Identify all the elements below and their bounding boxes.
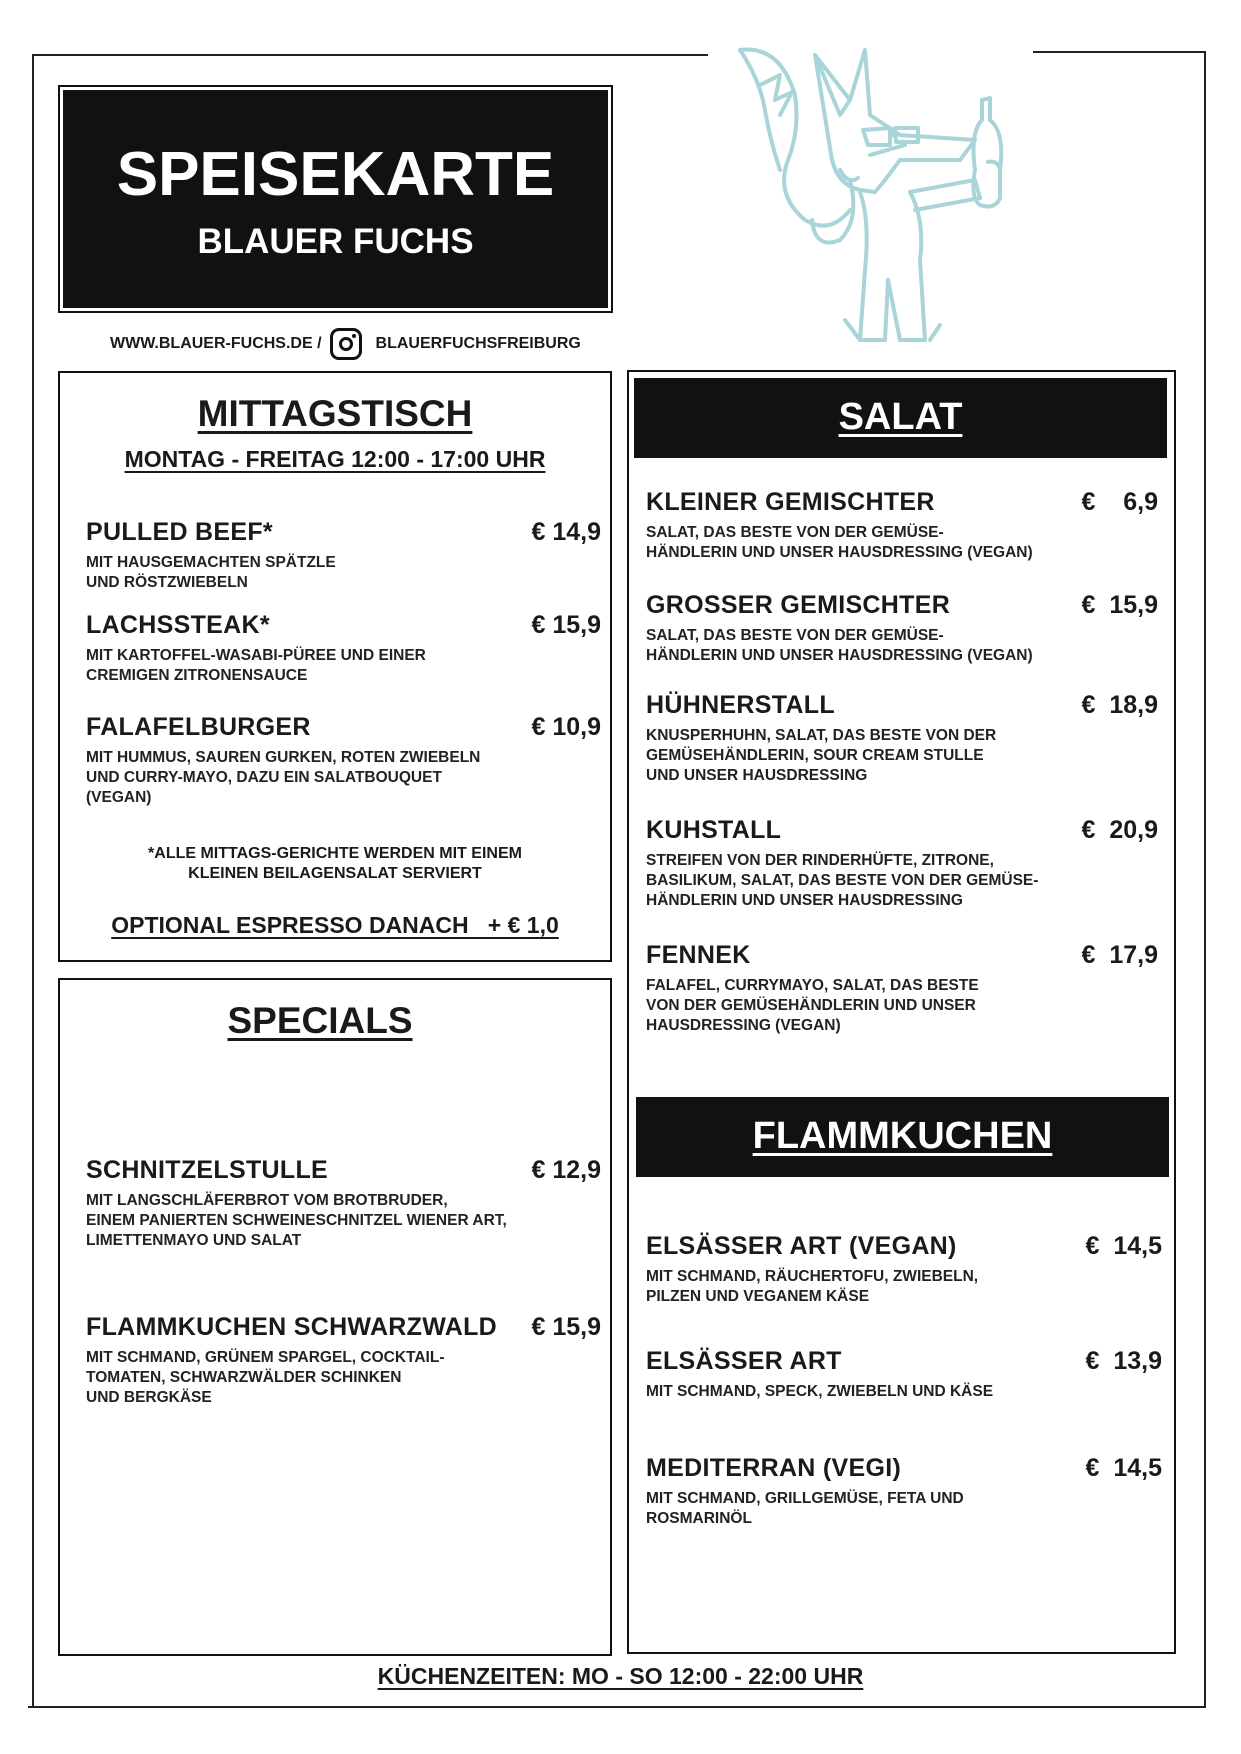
menu-item (646, 690, 1158, 786)
item-price: € 12,9 (531, 1156, 601, 1184)
restaurant-name: BLAUER FUCHS (197, 222, 474, 261)
item-price: € 15,9 (531, 611, 601, 639)
side-salad-note: *ALLE MITTAGS-GERICHTE WERDEN MIT EINEM KLEINEN BEILAGENSALAT SERVIERT (148, 845, 522, 882)
mittagstisch-hours: MONTAG - FREITAG 12:00 - 17:00 UHR (124, 446, 546, 472)
menu-item (646, 815, 1158, 911)
mittagstisch-title: MITTAGSTISCH (197, 393, 473, 434)
menu-item (646, 1346, 1162, 1402)
item-price: € 14,5 (1085, 1232, 1162, 1260)
website-link[interactable]: WWW.BLAUER-FUCHS.DE / (110, 335, 322, 352)
item-price: € 14,9 (531, 518, 601, 546)
menu-item (646, 1453, 1162, 1529)
menu-item (86, 517, 601, 593)
menu-item (646, 590, 1158, 666)
item-name: SCHNITZELSTULLE (86, 1156, 328, 1184)
item-description: MIT SCHMAND, RÄUCHERTOFU, ZWIEBELN, PILZEN UND VEGANEM KÄSE (646, 1268, 979, 1305)
item-description: MIT LANGSCHLÄFERBROT VOM BROTBRUDER, EINEM PANIERTEN SCHWEINESCHNITZEL WIENER ART, LIMETTENMAYO UND SALAT (86, 1192, 507, 1249)
title-block (63, 90, 608, 308)
item-price: € 17,9 (1081, 941, 1158, 969)
instagram-icon (330, 328, 362, 360)
social-line (110, 326, 630, 362)
instagram-handle[interactable]: BLAUERFUCHSFREIBURG (375, 335, 581, 352)
item-name: MEDITERRAN (VEGI) (646, 1454, 902, 1482)
frame-left (32, 54, 34, 1708)
salat-title: SALAT (838, 396, 963, 438)
fox-mascot-icon (720, 20, 1070, 360)
item-name: HÜHNERSTALL (646, 691, 835, 719)
item-name: LACHSSTEAK* (86, 611, 270, 639)
item-price: € 13,9 (1085, 1347, 1162, 1375)
espresso-option: OPTIONAL ESPRESSO DANACH + € 1,0 (111, 912, 559, 938)
item-name: KLEINER GEMISCHTER (646, 488, 935, 516)
kitchen-hours: KÜCHENZEITEN: MO - SO 12:00 - 22:00 UHR (377, 1663, 864, 1689)
item-price: € 15,9 (1081, 591, 1158, 619)
frame-right (1204, 51, 1206, 1708)
frame-bottom (28, 1706, 1206, 1708)
menu-item (86, 610, 601, 686)
flammkuchen-header (636, 1097, 1169, 1177)
item-description: FALAFEL, CURRYMAYO, SALAT, DAS BESTE VON DER GEMÜSEHÄNDLERIN UND UNSER HAUSDRESSING (VEGAN) (646, 977, 979, 1034)
item-price: € 15,9 (531, 1313, 601, 1341)
flammkuchen-title: FLAMMKUCHEN (752, 1115, 1053, 1157)
item-price: € 20,9 (1081, 816, 1158, 844)
menu-item (86, 1312, 601, 1408)
item-description: STREIFEN VON DER RINDERHÜFTE, ZITRONE, BASILIKUM, SALAT, DAS BESTE VON DER GEMÜSE- HÄNDLERIN UND UNSER HAUSDRESSING (646, 852, 1039, 909)
item-description: SALAT, DAS BESTE VON DER GEMÜSE- HÄNDLERIN UND UNSER HAUSDRESSING (VEGAN) (646, 524, 1033, 561)
item-price: € 10,9 (531, 713, 601, 741)
menu-item (646, 487, 1158, 563)
item-description: MIT KARTOFFEL-WASABI-PÜREE UND EINER CREMIGEN ZITRONENSAUCE (86, 647, 426, 684)
item-description: SALAT, DAS BESTE VON DER GEMÜSE- HÄNDLERIN UND UNSER HAUSDRESSING (VEGAN) (646, 627, 1033, 664)
item-description: MIT HUMMUS, SAUREN GURKEN, ROTEN ZWIEBELN UND CURRY-MAYO, DAZU EIN SALATBOUQUET (VEGAN) (86, 749, 481, 806)
item-description: MIT SCHMAND, SPECK, ZWIEBELN UND KÄSE (646, 1383, 994, 1400)
item-description: MIT SCHMAND, GRILLGEMÜSE, FETA UND ROSMARINÖL (646, 1490, 964, 1527)
item-price: € 18,9 (1081, 691, 1158, 719)
item-description: MIT HAUSGEMACHTEN SPÄTZLE UND RÖSTZWIEBELN (86, 554, 336, 591)
item-name: ELSÄSSER ART (VEGAN) (646, 1232, 957, 1260)
salat-header (634, 378, 1167, 458)
menu-item (86, 712, 601, 808)
item-description: KNUSPERHUHN, SALAT, DAS BESTE VON DER GEMÜSEHÄNDLERIN, SOUR CREAM STULLE UND UNSER HAUSDRESSING (646, 727, 997, 784)
frame-top-left (32, 54, 708, 56)
specials-title: SPECIALS (227, 1000, 413, 1041)
menu-item (646, 1231, 1162, 1307)
item-name: FENNEK (646, 941, 751, 969)
item-name: FALAFELBURGER (86, 713, 311, 741)
menu-item (646, 940, 1158, 1036)
menu-title: SPEISEKARTE (116, 140, 555, 209)
item-name: GROSSER GEMISCHTER (646, 591, 951, 619)
menu-item (86, 1155, 601, 1251)
item-name: FLAMMKUCHEN SCHWARZWALD (86, 1313, 498, 1341)
item-name: PULLED BEEF* (86, 518, 273, 546)
item-name: ELSÄSSER ART (646, 1347, 842, 1375)
item-price: € 6,9 (1081, 488, 1158, 516)
item-description: MIT SCHMAND, GRÜNEM SPARGEL, COCKTAIL- TOMATEN, SCHWARZWÄLDER SCHINKEN UND BERGKÄSE (86, 1349, 445, 1406)
item-price: € 14,5 (1085, 1454, 1162, 1482)
item-name: KUHSTALL (646, 816, 782, 844)
